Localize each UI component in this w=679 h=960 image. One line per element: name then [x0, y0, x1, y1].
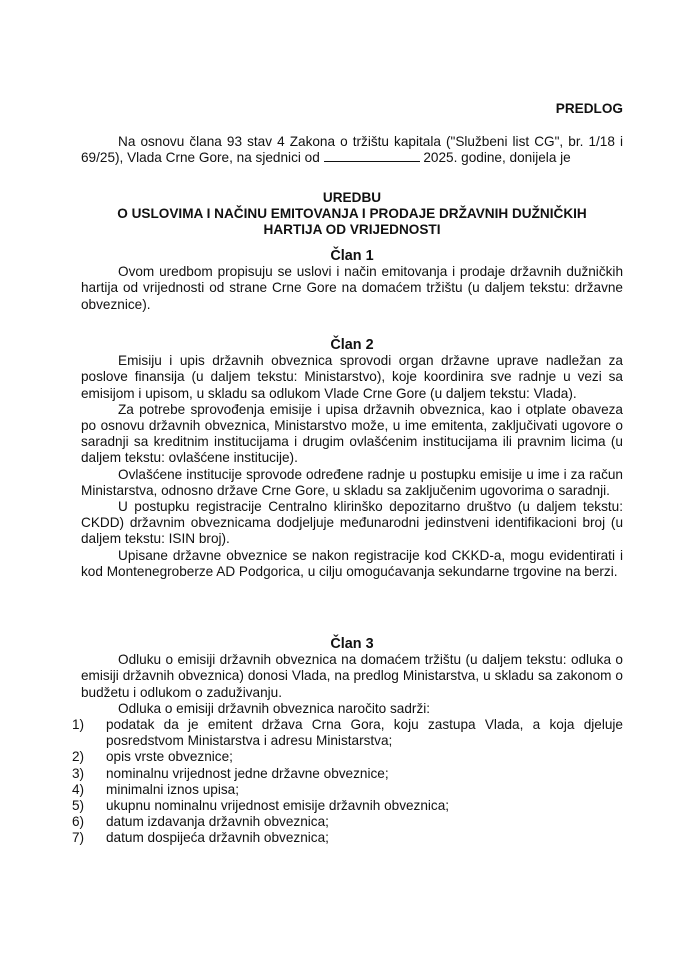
preamble-text-end: 2025. godine, donijela je [419, 150, 571, 166]
article-2 [81, 337, 623, 580]
list-item-text: podatak da je emitent država Crna Gora, koju zastupa Vlada, a koja djeluje posredstvom Ministarstva i adresu Ministarstva; [106, 717, 623, 749]
list-item-text: datum dospijeća državnih obveznica; [106, 830, 329, 846]
session-date-blank [324, 150, 420, 162]
list-item [72, 814, 623, 830]
article-paragraph: Upisane državne obveznice se nakon registracije kod CKKD-a, mogu evidentirati i kod Montenegroberze AD Podgorica, u cilju omogućavanja sekundarne trgovine na berzi. [81, 547, 623, 579]
list-item-number: 1) [72, 717, 85, 733]
preamble [81, 134, 623, 166]
article-heading: Član 2 [330, 337, 374, 353]
list-item [72, 749, 623, 765]
title-line-1: UREDBU [322, 190, 382, 205]
article-heading: Član 3 [330, 636, 374, 652]
list-item-text: ukupnu nominalnu vrijednost emisije državnih obveznica; [106, 798, 450, 814]
list-item [72, 798, 623, 814]
document-title [81, 190, 623, 239]
list-item-text: datum izdavanja državnih obveznica; [106, 814, 329, 830]
title-line-2: O USLOVIMA I NAČINU EMITOVANJA I PRODAJE DRŽAVNIH DUŽNIČKIH [117, 206, 587, 222]
article-3 [72, 636, 623, 847]
article-heading: Član 1 [330, 248, 374, 264]
list-item-number: 3) [72, 765, 85, 781]
article-paragraph: Za potrebe sprovođenja emisije i upisa državnih obveznica, kao i otplate obaveza po osnovu državnih obveznica, Ministarstvo može, u ime emitenta, zaključivati ugovore o saradnji sa kreditnim institucijama i drugim ovlašćenim institucijama ili pravnim licima (u daljem tekstu: ovlašćene institucije). [81, 401, 623, 466]
list-item [72, 717, 623, 749]
article-paragraph: Odluka o emisiji državnih obveznica naročito sadrži: [118, 700, 431, 716]
list-item-number: 4) [72, 781, 85, 797]
list-item-number: 6) [72, 814, 85, 830]
preamble-text-start: Na osnovu člana 93 stav 4 Zakona o tržištu kapitala ("Službeni list CG", br. 1/18 i 69/25), Vlada Crne Gore, na sjednici od [81, 134, 623, 166]
list-item-text: minimalni iznos upisa; [106, 781, 239, 797]
article-paragraph: Ovlašćene institucije sprovode određene radnje u postupku emisije u ime i za račun Ministarstva, odnosno države Crne Gore, u skladu sa zaključenim ugovorima o saradnji. [81, 466, 623, 498]
article-paragraph: Odluku o emisiji državnih obveznica na domaćem tržištu (u daljem tekstu: odluka o emisiji državnih obveznica) donosi Vlada, na predlog Ministarstva, u skladu sa zakonom o budžetu i odlukom o zaduživanju. [81, 652, 623, 700]
article-paragraph: Ovom uredbom propisuju se uslovi i način emitovanja i prodaje državnih dužničkih hartija od vrijednosti od strane Crne Gore na domaćem tržištu (u daljem tekstu: državne obveznice). [81, 264, 623, 312]
required-contents-list [72, 717, 623, 847]
document-status-label: PREDLOG [555, 101, 623, 116]
list-item-number: 2) [72, 749, 85, 765]
list-item-text: opis vrste obveznice; [106, 749, 233, 765]
list-item-text: nominalnu vrijednost jedne državne obveznice; [106, 765, 389, 781]
list-item [72, 765, 623, 782]
article-paragraph: Emisiju i upis državnih obveznica sprovodi organ državne uprave nadležan za poslove finansija (u daljem tekstu: Ministarstvo), koje koordinira sve radnje u vezi sa emisijom i upisom, u skladu sa odlukom Vlade Crne Gore (u daljem tekstu: Vlada). [81, 353, 623, 401]
article-paragraph: U postupku registracije Centralno klirinško depozitarno društvo (u daljem tekstu: CKDD) državnim obveznicama dodjeljuje međunarodni jedinstveni identifikacioni broj (u daljem tekstu: ISIN broj). [81, 499, 623, 547]
list-item [72, 781, 623, 798]
article-1 [81, 248, 623, 313]
list-item-number: 7) [72, 830, 85, 846]
title-line-3: HARTIJA OD VRIJEDNOSTI [263, 222, 441, 238]
list-item-number: 5) [72, 798, 85, 814]
list-item [72, 830, 623, 846]
